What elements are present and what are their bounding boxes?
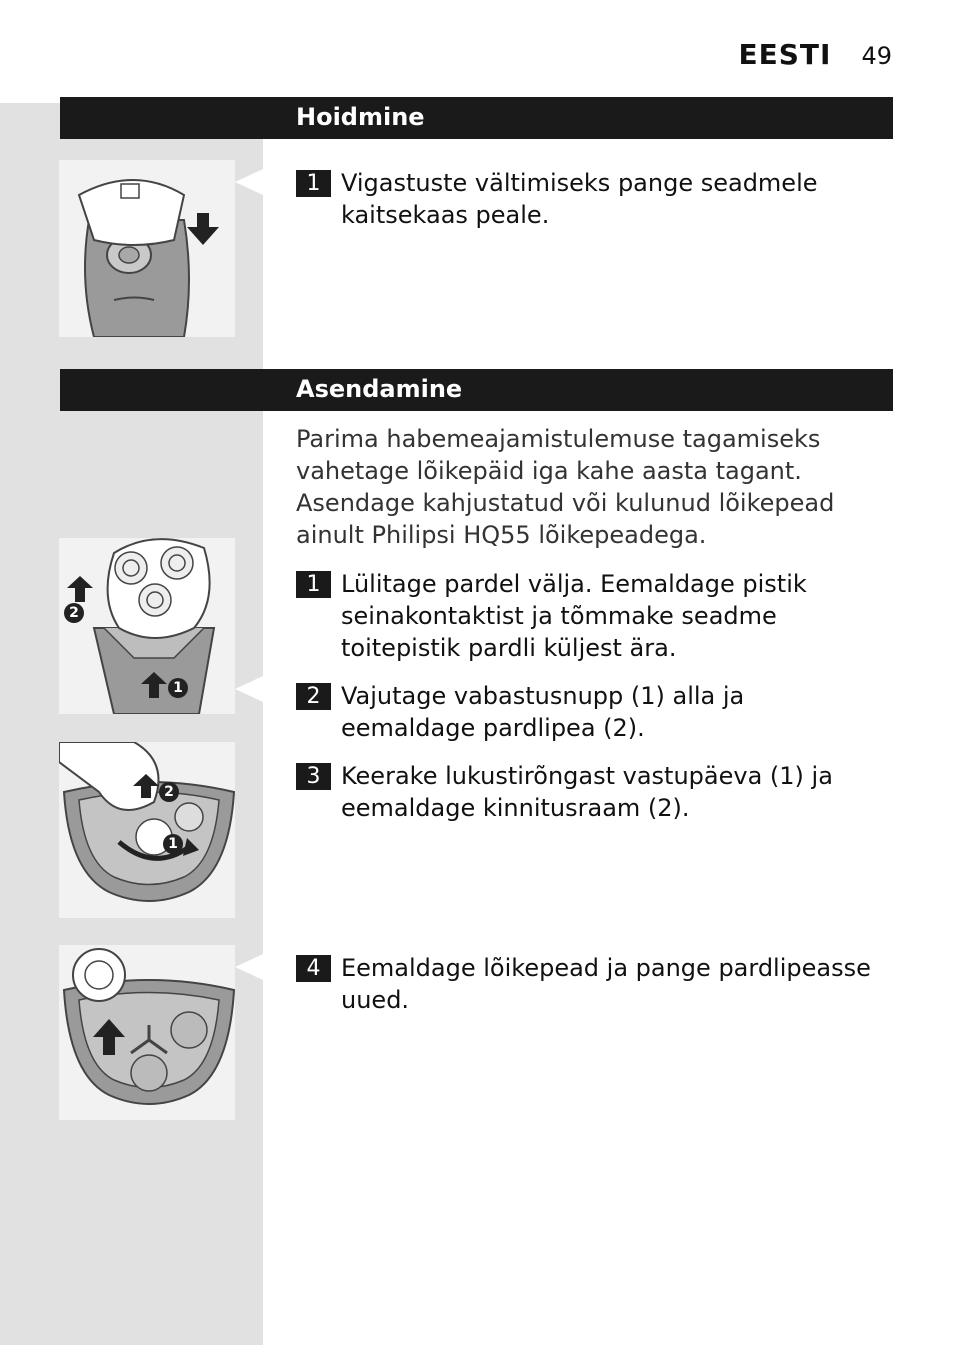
step-item xyxy=(296,680,886,744)
arrow-down-icon xyxy=(187,213,219,247)
step-item xyxy=(296,568,886,664)
intro-text xyxy=(296,423,886,551)
step-number: 1 xyxy=(296,571,331,598)
marker-one-badge: 1 xyxy=(168,678,188,698)
step-text: Lülitage pardel välja. Eemaldage pistik seinakontaktist ja tõmmake seadme toitepistik pardli küljest ära. xyxy=(341,570,807,662)
pointer-arrow xyxy=(235,169,263,195)
step-number: 4 xyxy=(296,955,331,982)
intro-paragraph: Asendage kahjustatud või kulunud lõikepead ainult Philipsi HQ55 lõikepeadega. xyxy=(296,489,835,549)
shaver-head-release-illustration xyxy=(59,538,235,714)
marker-one-badge: 1 xyxy=(163,834,183,854)
marker-two-badge: 2 xyxy=(159,782,179,802)
step-text: Vigastuste vältimiseks pange seadmele kaitsekaas peale. xyxy=(341,169,818,229)
step-text: Keerake lukustirõngast vastupäeva (1) ja eemaldage kinnitusraam (2). xyxy=(341,762,833,822)
step-item xyxy=(296,167,886,231)
shaver-cap-illustration xyxy=(59,160,235,337)
language-label: EESTI xyxy=(738,38,832,71)
step-number: 1 xyxy=(296,170,331,197)
step-number: 3 xyxy=(296,763,331,790)
step-number: 2 xyxy=(296,683,331,710)
pointer-arrow xyxy=(235,954,263,980)
section-header-replacement xyxy=(60,369,893,411)
step-text: Eemaldage lõikepead ja pange pardlipeasse uued. xyxy=(341,954,871,1014)
step-text: Vajutage vabastusnupp (1) alla ja eemaldage pardlipea (2). xyxy=(341,682,745,742)
intro-paragraph: Parima habemeajamistulemuse tagamiseks vahetage lõikepäid iga kahe aasta tagant. xyxy=(296,425,821,485)
step-item xyxy=(296,952,886,1016)
page-number: 49 xyxy=(861,42,892,70)
cutting-units-illustration xyxy=(59,945,235,1120)
section-header-maintenance xyxy=(60,97,893,139)
marker-two-badge: 2 xyxy=(64,603,84,623)
step-item xyxy=(296,760,886,824)
page-header xyxy=(739,38,892,71)
section-title: Asendamine xyxy=(296,375,463,403)
pointer-arrow xyxy=(235,676,263,702)
retaining-frame-illustration xyxy=(59,742,235,918)
section-title: Hoidmine xyxy=(296,103,425,131)
